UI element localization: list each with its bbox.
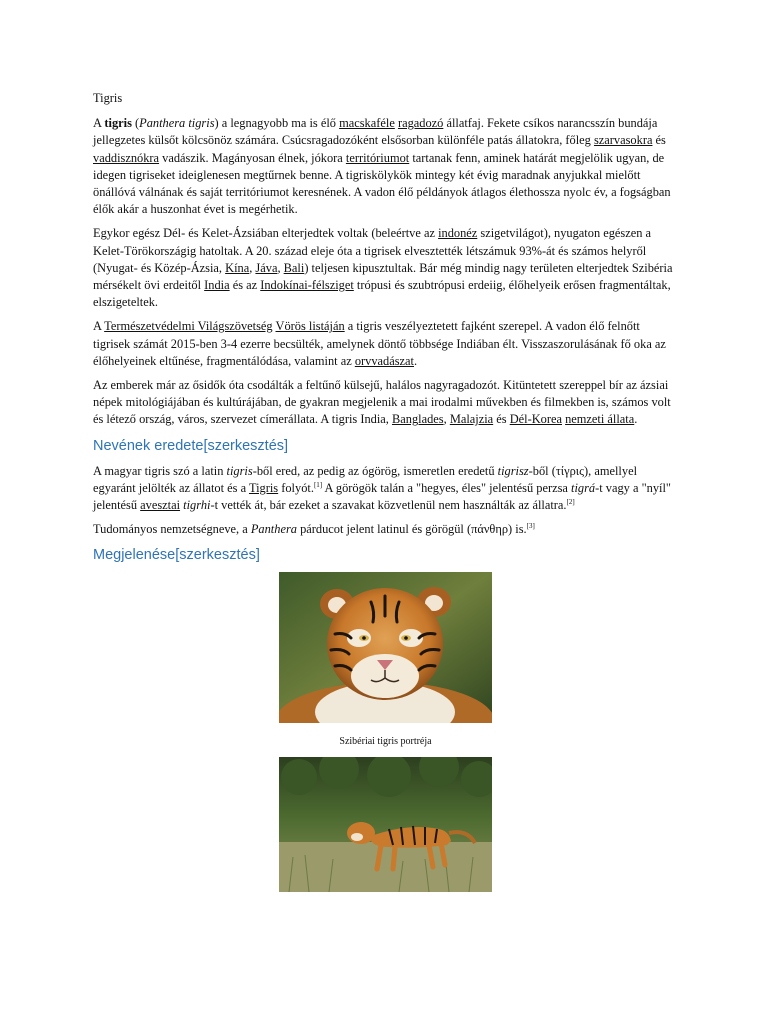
article — [93, 90, 678, 892]
bengal-tiger-walking-image — [279, 757, 492, 892]
latin-name: Panthera tigris — [139, 116, 215, 131]
page-title: Tigris — [93, 91, 123, 105]
link-java[interactable]: Jáva — [255, 260, 278, 275]
link-nemzeti-allata[interactable]: nemzeti állata — [565, 412, 635, 427]
heading-megjelenese: Megjelenése[szerkesztés] — [93, 547, 260, 564]
link-del-korea[interactable]: Dél-Korea — [509, 412, 562, 427]
link-kina[interactable]: Kína — [225, 260, 250, 275]
paragraph-etymology: A magyar tigris szó a latin tigris-ből ered, az pedig az ógörög, ismeretlen eredetű tigrisz-ből (τίγρις), amellyel egyaránt jelölték az állatot és a Tigris folyót.[1] A görögök talán a "hegyes, éles" jelentésű perzsa tigrá-t vagy a "nyíl" jelentésű avesztai tigrhi-t vették át, bár ezeket a szavakat közvetlenül nem használták az állatra.[2] — [93, 463, 671, 513]
link-tigris-folyo[interactable]: Tigris — [248, 480, 279, 495]
link-banglades[interactable]: Banglades — [391, 412, 444, 427]
figure-siberian-tiger — [93, 572, 678, 892]
link-orvvadaszat[interactable]: orvvadászat — [354, 353, 414, 368]
link-indonez[interactable]: indonéz — [438, 226, 478, 241]
link-indokinai-felsziget[interactable]: Indokínai-félsziget — [260, 278, 354, 293]
paragraph-culture: Az emberek már az ősidők óta csodálták a feltűnő külsejű, halálos nagyragadozót. Kitüntetett szereppel bír az ázsiai népek mitológiájában és kultúrájában, de gyakran megjelenik a mai irodalmi művekben és filmekben is, számos volt és létező ország, város, szervezet címerállata. A tigris India, Banglades, Malajzia és Dél-Korea nemzeti állata. — [93, 378, 671, 427]
reference-3[interactable]: [3] — [526, 522, 535, 531]
link-india[interactable]: India — [204, 278, 230, 293]
link-territoriumot[interactable]: territóriumot — [345, 150, 410, 165]
reference-2[interactable]: [2] — [566, 497, 575, 506]
paragraph-genus: Tudományos nemzetségneve, a Panthera párducot jelent latinul és görögül (πάνθηρ) is.[3] — [93, 522, 535, 537]
link-avesztai[interactable]: avesztai — [140, 498, 181, 513]
link-voros-lista[interactable]: Vörös listáján — [275, 319, 345, 334]
heading-nevenek-eredete: Nevének eredete[szerkesztés] — [93, 437, 289, 454]
paragraph-intro: A tigris (Panthera tigris) a legnagyobb ma is élő macskaféle ragadozó állatfaj. Fekete csíkos narancsszín bundája jellegzetes külsőt kölcsönöz számára. Csúcsragadozóként elsősorban különféle patás állatokra, főleg szarvasokra és vaddisznókra vadászik. Magányosan élnek, jókora territóriumot tartanak fenn, aminek határát megjelölik ugyan, de idegen tigriseket ideiglenesen megtűrnek benne. A tigriskölykök mintegy két évig maradnak anyjukkal mielőtt önállóvá válnának és saját territóriumot keresnének. A vadon élő példányok átlagos élethossza nyolc év, a fogságban élők akár a huszonhat évet is megérhetik. — [93, 116, 671, 217]
edit-link-megjelenese[interactable]: szerkesztés — [179, 547, 256, 564]
bold-tigris: tigris — [104, 116, 132, 131]
paragraph-range: Egykor egész Dél- és Kelet-Ázsiában elterjedtek voltak (beleértve az indonéz szigetvilágot), nyugaton egészen a Kelet-Törökországig hatoltak. A 20. század eleje óta a tigrisek elvesztették létszámuk 93%-át és számos helyről (Nyugat- és Közép-Ázsia, Kína, Jáva, Bali) teljesen kipusztultak. Bár még mindig nagy területen elterjedtek Szibéria mérsékelt övi erdeitől India és az Indokínai-félsziget trópusi és szubtrópusi erdeiig, élőhelyeik erősen fragmentáltak, elszigeteltek. — [93, 226, 673, 310]
edit-link-nevenek-eredete[interactable]: szerkesztés — [207, 437, 285, 454]
siberian-tiger-portrait-image — [279, 572, 492, 723]
link-ragadozo[interactable]: ragadozó — [397, 116, 444, 131]
link-bali[interactable]: Bali — [283, 260, 305, 275]
link-macskafele[interactable]: macskaféle — [339, 116, 395, 131]
figure-caption: Szibériai tigris portréja — [339, 736, 432, 748]
paragraph-conservation: A Természetvédelmi Világszövetség Vörös listáján a tigris veszélyeztetett fajként szerepel. A vadon élő felnőtt tigrisek számát 2015-ben 3-4 ezerre becsülték, amelynek döntő többsége Indiában élt. Visszaszorulásának fő oka az élőhelyeinek eltűnése, fragmentálódása, valamint az orvvadászat. — [93, 319, 666, 368]
reference-1[interactable]: [1] — [313, 480, 323, 489]
link-malajzia[interactable]: Malajzia — [449, 412, 494, 427]
link-vaddisznokra[interactable]: vaddisznókra — [93, 150, 160, 165]
link-szarvasokra[interactable]: szarvasokra — [593, 133, 653, 148]
link-termeszetvedelmi-vilagszovetseg[interactable]: Természetvédelmi Világszövetség — [104, 319, 273, 334]
